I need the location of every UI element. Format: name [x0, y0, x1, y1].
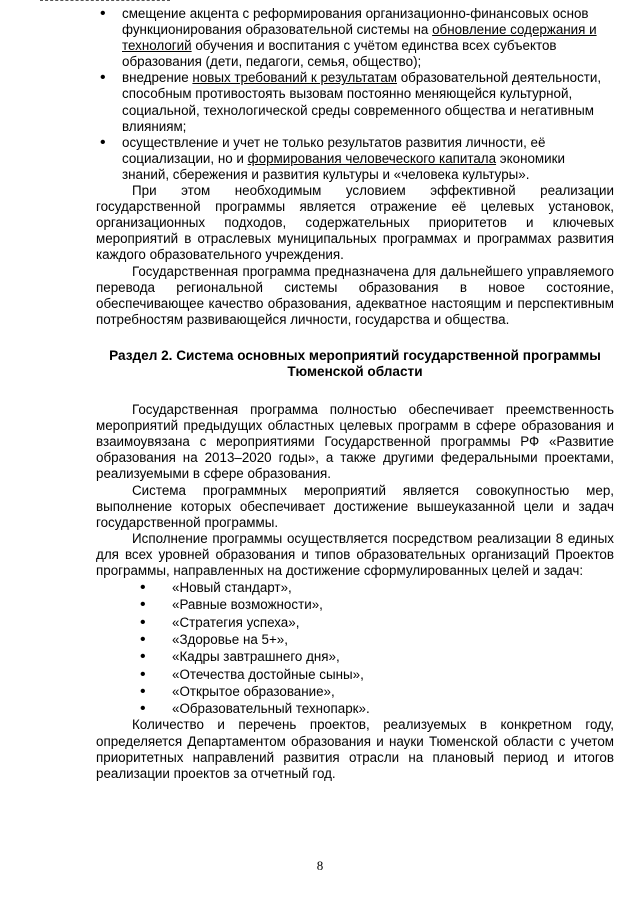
- top-scan-rule: [40, 0, 170, 4]
- project-item: • «Образовательный технопарк».: [140, 700, 614, 717]
- section-heading: Раздел 2. Система основных мероприятий государственной программы Тюменской области: [109, 347, 601, 379]
- paragraph-system: Система программных мероприятий является совокупностью мер, выполнение которых обеспечивает достижение вышеуказанной цели и задач государственной программы.: [96, 482, 614, 530]
- paragraph-execution: Исполнение программы осуществляется посредством реализации 8 единых для всех уровней образования и типов образовательных организаций Проектов программы, направленных на достижение сформулированных целей и задач:: [96, 530, 614, 578]
- paragraph-condition: При этом необходимым условием эффективной реализации государственной программы является отражение её целевых установок, организационных подходов, содержательных приоритетов и ключевых мероприятий в отраслевых муниципальных программах и программах развития каждого образовательного учреждения.: [96, 183, 614, 263]
- projects-list: [96, 579, 614, 717]
- page-number: 8: [316, 858, 324, 873]
- goal-bullet-2: • внедрение новых требований к результатам образовательной деятельности, способным противостоять вызовам постоянно меняющейся культурной, социальной, технологической среды современного общества и негативным влияниям;: [96, 70, 614, 134]
- paragraph-purpose: Государственная программа предназначена для дальнейшего управляемого перевода региональной системы образования в новое состояние, обеспечивающее качество образования, адекватное настоящим и перспективным потребностям развивающейся личности, государства и общества.: [96, 263, 614, 327]
- paragraph-projects-count: Количество и перечень проектов, реализуемых в конкретном году, определяется Департаментом образования и науки Тюменской области с учетом приоритетных направлений развития отрасли на плановый период и итогов реализации проектов за отчетный год.: [96, 717, 614, 781]
- project-item: • «Стратегия успеха»,: [140, 614, 614, 631]
- project-item: • «Отечества достойные сыны»,: [140, 666, 614, 683]
- goal-bullet-1: • смещение акцента с реформирования организационно-финансовых основ функционирования образовательной системы на обновление содержания и технологий обучения и воспитания с учётом единства всех субъектов образования (дети, педагоги, семья, общество);: [96, 6, 614, 70]
- page-content: [96, 6, 614, 782]
- project-item: • «Здоровье на 5+»,: [140, 631, 614, 648]
- project-item: • «Новый стандарт»,: [140, 579, 614, 596]
- project-item: • «Кадры завтрашнего дня»,: [140, 648, 614, 665]
- goals-bullet-list: [96, 6, 614, 183]
- paragraph-continuity: Государственная программа полностью обеспечивает преемственность мероприятий предыдущих областных целевых программ в сфере образования и взаимоувязана с мероприятиями Государственной программы РФ «Развитие образования на 2013–2020 годы», а также другими федеральными проектами, реализуемыми в сфере образования.: [96, 402, 614, 482]
- goal-bullet-3: • осуществление и учет не только результатов развития личности, её социализации, но и формирования человеческого капитала экономики знаний, сбережения и развития культуры и «человека культуры».: [96, 135, 614, 183]
- project-item: • «Открытое образование»,: [140, 683, 614, 700]
- project-item: • «Равные возможности»,: [140, 596, 614, 613]
